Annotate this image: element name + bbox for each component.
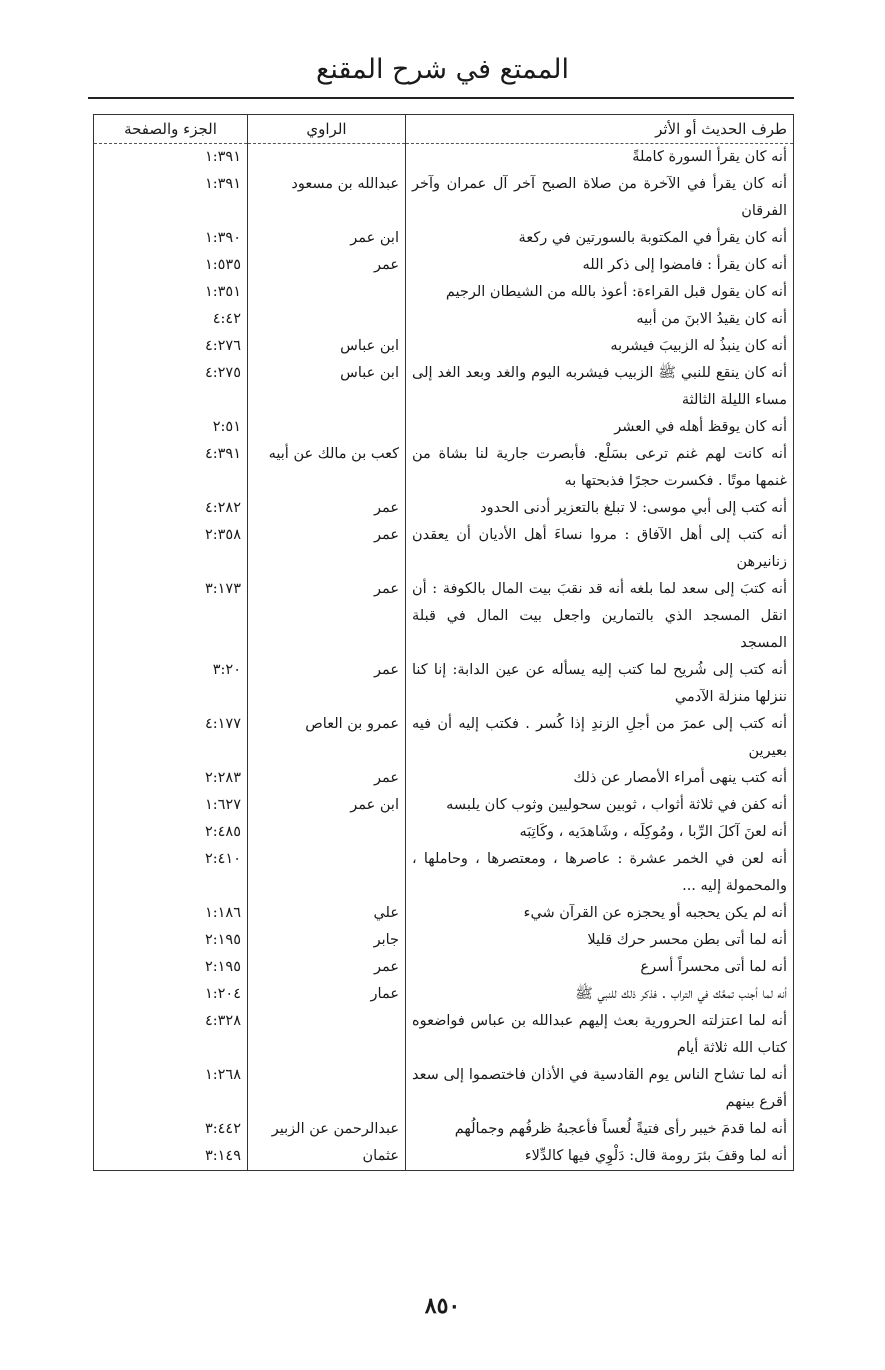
hadith-text-cell: أنه كتب إلى أبي موسى: لا تبلغ بالتعزير أدنى الحدود bbox=[406, 495, 794, 522]
narrator-cell: ابن عمر bbox=[248, 792, 406, 819]
hadith-text-cell: أنه لما أجنب تمعَّك في التراب . فذكر ذلك للنبي ﷺ bbox=[406, 981, 794, 1008]
volume-page-cell: ٣:١٤٩ bbox=[94, 1143, 248, 1171]
table-row bbox=[94, 846, 794, 900]
volume-page-cell: ١:٣٩١ bbox=[94, 171, 248, 225]
hadith-text-cell: أنه كتب إلى أهل الآفاق : مروا نساءَ أهل الأديان أن يعقدن زنانيرهن bbox=[406, 522, 794, 576]
narrator-cell: ابن عباس bbox=[248, 333, 406, 360]
table-row bbox=[94, 927, 794, 954]
narrator-cell: عبدالرحمن عن الزبير bbox=[248, 1116, 406, 1143]
table-row bbox=[94, 900, 794, 927]
table-row bbox=[94, 495, 794, 522]
hadith-text-cell: أنه كان يقيدُ الابنَ من أبيه bbox=[406, 306, 794, 333]
volume-page-cell: ١:٣٩١ bbox=[94, 144, 248, 172]
volume-page-cell: ٢:٥١ bbox=[94, 414, 248, 441]
narrator-cell: عمر bbox=[248, 576, 406, 657]
table-row bbox=[94, 225, 794, 252]
table-row bbox=[94, 711, 794, 765]
table-row bbox=[94, 252, 794, 279]
hadith-text-cell: أنه كان يوقظ أهله في العشر bbox=[406, 414, 794, 441]
narrator-cell bbox=[248, 846, 406, 900]
hadith-text-cell: أنه كانت لهم غنم ترعى بسَلْع. فأبصرت جارية لنا بشاة من غنمها موتًا . فكسرت حجرًا فذبحتها به bbox=[406, 441, 794, 495]
volume-page-cell: ٢:١٩٥ bbox=[94, 927, 248, 954]
hadith-text-cell: أنه لما أتى محسراً أسرع bbox=[406, 954, 794, 981]
narrator-cell: عمر bbox=[248, 252, 406, 279]
table-row bbox=[94, 954, 794, 981]
hadith-text-cell: أنه كان يقرأ : فامضوا إلى ذكر الله bbox=[406, 252, 794, 279]
hadith-text-cell: أنه كتب ينهى أمراء الأمصار عن ذلك bbox=[406, 765, 794, 792]
volume-page-cell: ٣:٤٤٢ bbox=[94, 1116, 248, 1143]
narrator-cell bbox=[248, 1008, 406, 1062]
narrator-cell bbox=[248, 306, 406, 333]
table-row bbox=[94, 414, 794, 441]
table-row bbox=[94, 144, 794, 172]
table-header-row bbox=[94, 115, 794, 144]
hadith-text-cell: أنه لم يكن يحجبه أو يحجزه عن القرآن شيء bbox=[406, 900, 794, 927]
volume-page-cell: ١:٣٩٠ bbox=[94, 225, 248, 252]
table-row bbox=[94, 306, 794, 333]
volume-page-cell: ٢:٢٨٣ bbox=[94, 765, 248, 792]
page-number: ٨٥٠ bbox=[424, 1293, 461, 1319]
hadith-text-cell: أنه كفن في ثلاثة أثواب ، ثوبين سحوليين وثوب كان يلبسه bbox=[406, 792, 794, 819]
volume-page-cell: ٢:٤٨٥ bbox=[94, 819, 248, 846]
narrator-cell: ابن عمر bbox=[248, 225, 406, 252]
volume-page-cell: ١:١٨٦ bbox=[94, 900, 248, 927]
narrator-cell: عبدالله بن مسعود bbox=[248, 171, 406, 225]
narrator-cell: جابر bbox=[248, 927, 406, 954]
volume-page-cell: ١:٦٢٧ bbox=[94, 792, 248, 819]
narrator-cell bbox=[248, 144, 406, 172]
volume-page-cell: ١:٥٣٥ bbox=[94, 252, 248, 279]
hadith-text-cell: أنه لعن في الخمر عشرة : عاصرها ، ومعتصرها ، وحاملها ، والمحمولة إليه ... bbox=[406, 846, 794, 900]
hadith-text-cell: أنه لما قدمَ خيبر رأى فتيةً لُعساً فأعجبهُ ظرفُهم وجمالُهم bbox=[406, 1116, 794, 1143]
volume-page-cell: ٣:١٧٣ bbox=[94, 576, 248, 657]
volume-page-cell: ٣:٢٠ bbox=[94, 657, 248, 711]
table-row bbox=[94, 819, 794, 846]
volume-page-cell: ٤:٢٧٦ bbox=[94, 333, 248, 360]
table-row bbox=[94, 1008, 794, 1062]
hadith-text-cell: أنه لما أتى بطن محسر حرك قليلا bbox=[406, 927, 794, 954]
narrator-cell: عمر bbox=[248, 954, 406, 981]
narrator-cell bbox=[248, 279, 406, 306]
narrator-cell: عثمان bbox=[248, 1143, 406, 1171]
volume-page-cell: ٤:٢٧٥ bbox=[94, 360, 248, 414]
hadith-text-cell: أنه لما اعتزلته الحرورية بعث إليهم عبدالله بن عباس فواضعوه كتاب الله ثلاثة أيام bbox=[406, 1008, 794, 1062]
table-row bbox=[94, 279, 794, 306]
volume-page-cell: ٤:٣٩١ bbox=[94, 441, 248, 495]
narrator-cell: ابن عباس bbox=[248, 360, 406, 414]
narrator-cell bbox=[248, 819, 406, 846]
narrator-cell: عمرو بن العاص bbox=[248, 711, 406, 765]
hadith-text-cell: أنه لما وقفَ بئرَ رومة قال: دَلْوِي فيها كالدِّلاء bbox=[406, 1143, 794, 1171]
narrator-cell: عمر bbox=[248, 765, 406, 792]
volume-page-cell: ٢:١٩٥ bbox=[94, 954, 248, 981]
table-row bbox=[94, 981, 794, 1008]
hadith-text-cell: أنه كان يقرأ في المكتوبة بالسورتين في ركعة bbox=[406, 225, 794, 252]
narrator-cell: عمر bbox=[248, 495, 406, 522]
table-row bbox=[94, 333, 794, 360]
table-body bbox=[94, 144, 794, 1171]
table-row bbox=[94, 360, 794, 414]
hadith-text-cell: أنه كتب إلى عمرَ من أجلِ الزندِ إذا كُسر . فكتب إليه أن فيه بعيرين bbox=[406, 711, 794, 765]
hadith-index-table bbox=[93, 114, 794, 1171]
narrator-cell bbox=[248, 414, 406, 441]
hadith-text-cell: أنه كتب إلى شُريح لما كتب إليه يسأله عن عين الدابة: إنا كنا ننزلها منزلة الآدمي bbox=[406, 657, 794, 711]
volume-page-cell: ٤:٣٢٨ bbox=[94, 1008, 248, 1062]
volume-page-cell: ١:٣٥١ bbox=[94, 279, 248, 306]
hadith-text-cell: أنه لعنَ آكلَ الرِّبا ، ومُوكِلَه ، وشَاهدَيه ، وكَاتِبَه bbox=[406, 819, 794, 846]
table-row bbox=[94, 441, 794, 495]
volume-page-cell: ٤:٢٨٢ bbox=[94, 495, 248, 522]
column-header-narrator: الراوي bbox=[248, 115, 406, 144]
narrator-cell: عمر bbox=[248, 522, 406, 576]
hadith-text-cell: أنه كان يقرأ في الآخرة من صلاة الصبح آخر آل عمران وآخر الفرقان bbox=[406, 171, 794, 225]
hadith-text-cell: أنه لما تشاح الناس يوم القادسية في الأذان فاختصموا إلى سعد أقرع بينهم bbox=[406, 1062, 794, 1116]
narrator-cell: عمر bbox=[248, 657, 406, 711]
page-header-title: الممتع في شرح المقنع bbox=[315, 54, 570, 85]
table-row bbox=[94, 792, 794, 819]
table-row bbox=[94, 1116, 794, 1143]
column-header-volume-page: الجزء والصفحة bbox=[94, 115, 248, 144]
header-rule bbox=[88, 97, 794, 99]
narrator-cell bbox=[248, 1062, 406, 1116]
volume-page-cell: ٢:٣٥٨ bbox=[94, 522, 248, 576]
volume-page-cell: ٢:٤١٠ bbox=[94, 846, 248, 900]
hadith-text-cell: أنه كان ينبذُ له الزبيبَ فيشربه bbox=[406, 333, 794, 360]
hadith-text-cell: أنه كتبَ إلى سعد لما بلغه أنه قد نقبَ بيت المال بالكوفة : أن انقل المسجد الذي بالتمارين واجعل بيت المال في قبلة المسجد bbox=[406, 576, 794, 657]
table-row bbox=[94, 576, 794, 657]
volume-page-cell: ١:٢٠٤ bbox=[94, 981, 248, 1008]
column-header-hadith: طرف الحديث أو الأثر bbox=[406, 115, 794, 144]
hadith-text-cell: أنه كان يقرأ السورة كاملةً bbox=[406, 144, 794, 172]
volume-page-cell: ٤:٤٢ bbox=[94, 306, 248, 333]
table-row bbox=[94, 657, 794, 711]
table-row bbox=[94, 171, 794, 225]
narrator-cell: علي bbox=[248, 900, 406, 927]
hadith-text-cell: أنه كان ينقع للنبي ﷺ الزبيب فيشربه اليوم والغد وبعد الغد إلى مساء الليلة الثالثة bbox=[406, 360, 794, 414]
table-row bbox=[94, 1143, 794, 1171]
narrator-cell: عمار bbox=[248, 981, 406, 1008]
narrator-cell: كعب بن مالك عن أبيه bbox=[248, 441, 406, 495]
table-row bbox=[94, 522, 794, 576]
table-row bbox=[94, 765, 794, 792]
table-row bbox=[94, 1062, 794, 1116]
volume-page-cell: ٤:١٧٧ bbox=[94, 711, 248, 765]
hadith-text-cell: أنه كان يقول قبل القراءة: أعوذ بالله من الشيطان الرجيم bbox=[406, 279, 794, 306]
volume-page-cell: ١:٢٦٨ bbox=[94, 1062, 248, 1116]
